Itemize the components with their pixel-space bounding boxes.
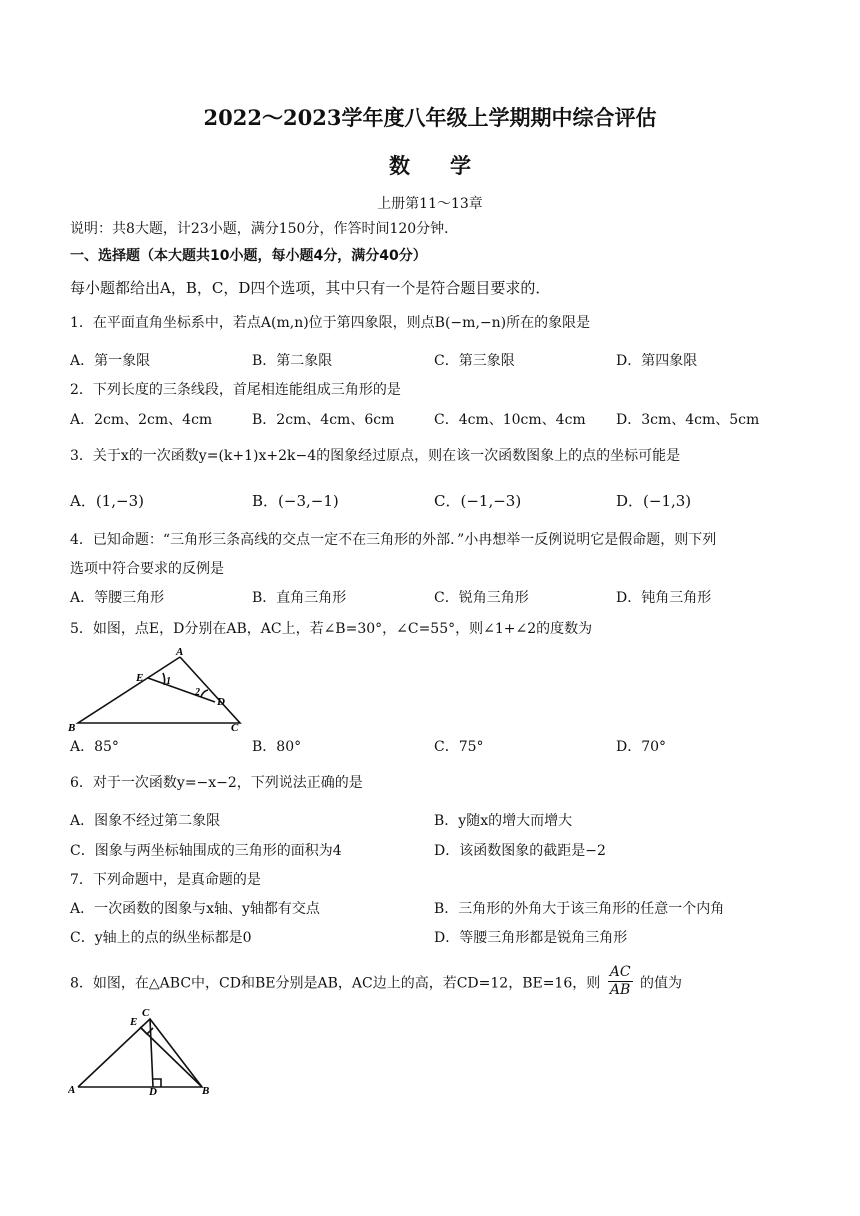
q3-stem: 3．关于x的一次函数y=(k+1)x+2k−4的图象经过原点，则在该一次函数图象上的点的坐标可能是 xyxy=(70,448,681,464)
q8-label-d: D xyxy=(149,1086,157,1095)
q1-option-b: B．第二象限 xyxy=(252,353,333,369)
q5-angle2-arc xyxy=(201,690,208,697)
q8-label-a: A xyxy=(68,1084,76,1095)
q8-stem-text: 8．如图，在△ABC中，CD和BE分别是AB，AC边上的高，若CD=12，BE=16，则 xyxy=(70,975,601,992)
q4-stem-cont: 选项中符合要求的反例是 xyxy=(70,561,224,577)
q5-label-1: 1 xyxy=(166,676,171,687)
q5-option-c: C．75° xyxy=(434,739,484,755)
q4-option-b: B．直角三角形 xyxy=(252,590,347,606)
q8-triangle-outline xyxy=(78,1019,202,1087)
q7-option-a: A．一次函数的图象与x轴、y轴都有交点 xyxy=(70,901,320,917)
q6-option-b: B．y随x的增大而增大 xyxy=(434,813,573,829)
q8-label-b: B xyxy=(202,1085,210,1095)
q5-segment-ed xyxy=(148,678,215,702)
exam-scope: 上册第11～13章 xyxy=(377,196,483,212)
q2-option-b: B．2cm、4cm、6cm xyxy=(252,412,395,428)
q5-option-a: A．85° xyxy=(70,739,119,755)
exam-note: 说明：共8大题，计23小题，满分150分，作答时间120分钟． xyxy=(70,221,459,237)
q1-option-d: D．第四象限 xyxy=(616,353,698,369)
q8-stem xyxy=(70,966,682,1001)
q8-fraction-numerator: AC xyxy=(609,964,631,980)
q7-stem: 7．下列命题中，是真命题的是 xyxy=(70,872,261,888)
exam-subject: 数学 xyxy=(389,153,511,178)
q1-option-a: A．第一象限 xyxy=(70,353,151,369)
q5-label-d: D xyxy=(217,696,225,708)
q5-option-d: D．70° xyxy=(616,739,667,755)
q2-option-c: C．4cm、10cm、4cm xyxy=(434,412,586,428)
q2-option-d: D．3cm、4cm、5cm xyxy=(616,412,760,428)
q8-fraction-denominator: AB xyxy=(609,982,631,998)
q4-option-d: D．钝角三角形 xyxy=(616,590,712,606)
q3-option-b: B．(−3,−1) xyxy=(252,492,339,510)
q4-option-a: A．等腰三角形 xyxy=(70,590,165,606)
q1-stem: 1．在平面直角坐标系中，若点A(m,n)位于第四象限，则点B(−m,−n)所在的象限是 xyxy=(70,315,591,331)
q6-option-c: C．图象与两坐标轴围成的三角形的面积为4 xyxy=(70,843,342,859)
q6-option-a: A．图象不经过第二象限 xyxy=(70,813,221,829)
q5-label-c: C xyxy=(231,722,239,734)
q7-option-c: C．y轴上的点的纵坐标都是0 xyxy=(70,930,252,946)
q4-stem: 4．已知命题：“三角形三条高线的交点一定不在三角形的外部．”小冉想举一反例说明它是假命题，则下列 xyxy=(70,532,717,548)
q8-fraction xyxy=(608,964,633,999)
q7-option-d: D．等腰三角形都是锐角三角形 xyxy=(434,930,628,946)
q5-label-e: E xyxy=(136,672,144,684)
q2-stem: 2．下列长度的三条线段，首尾相连能组成三角形的是 xyxy=(70,382,401,398)
q8-stem-tail: 的值为 xyxy=(639,975,682,992)
q8-altitude-be xyxy=(140,1027,202,1087)
q5-triangle-outline xyxy=(78,657,240,723)
q6-option-d: D．该函数图象的截距是−2 xyxy=(434,843,606,859)
exam-title: 2022～2023学年度八年级上学期期中综合评估 xyxy=(203,105,657,130)
q7-option-b: B．三角形的外角大于该三角形的任意一个内角 xyxy=(434,901,725,917)
q1-option-c: C．第三象限 xyxy=(434,353,515,369)
section1-heading: 一、选择题（本大题共10小题，每小题4分，满分40分） xyxy=(70,248,427,264)
q6-stem: 6．对于一次函数y=−x−2，下列说法正确的是 xyxy=(70,775,363,791)
q5-stem: 5．如图，点E，D分别在AB，AC上，若∠B=30°，∠C=55°，则∠1+∠2的度数为 xyxy=(70,621,593,637)
q3-option-a: A．(1,−3) xyxy=(70,492,144,510)
q3-option-d: D．(−1,3) xyxy=(616,492,692,510)
section1-instruction: 每小题都给出A，B，C，D四个选项，其中只有一个是符合题目要求的． xyxy=(70,279,551,297)
q3-option-c: C．(−1,−3) xyxy=(434,492,522,510)
q5-label-a: A xyxy=(176,646,184,658)
q5-label-b: B xyxy=(68,722,76,734)
q4-option-c: C．锐角三角形 xyxy=(434,590,529,606)
q8-label-e: E xyxy=(130,1016,138,1028)
q8-triangle-figure xyxy=(68,1005,228,1095)
q5-option-b: B．80° xyxy=(252,739,302,755)
q8-label-c: C xyxy=(142,1007,150,1019)
q2-option-a: A．2cm、2cm、4cm xyxy=(70,412,213,428)
q5-triangle-figure xyxy=(68,645,258,735)
q5-label-2: 2 xyxy=(195,687,200,698)
